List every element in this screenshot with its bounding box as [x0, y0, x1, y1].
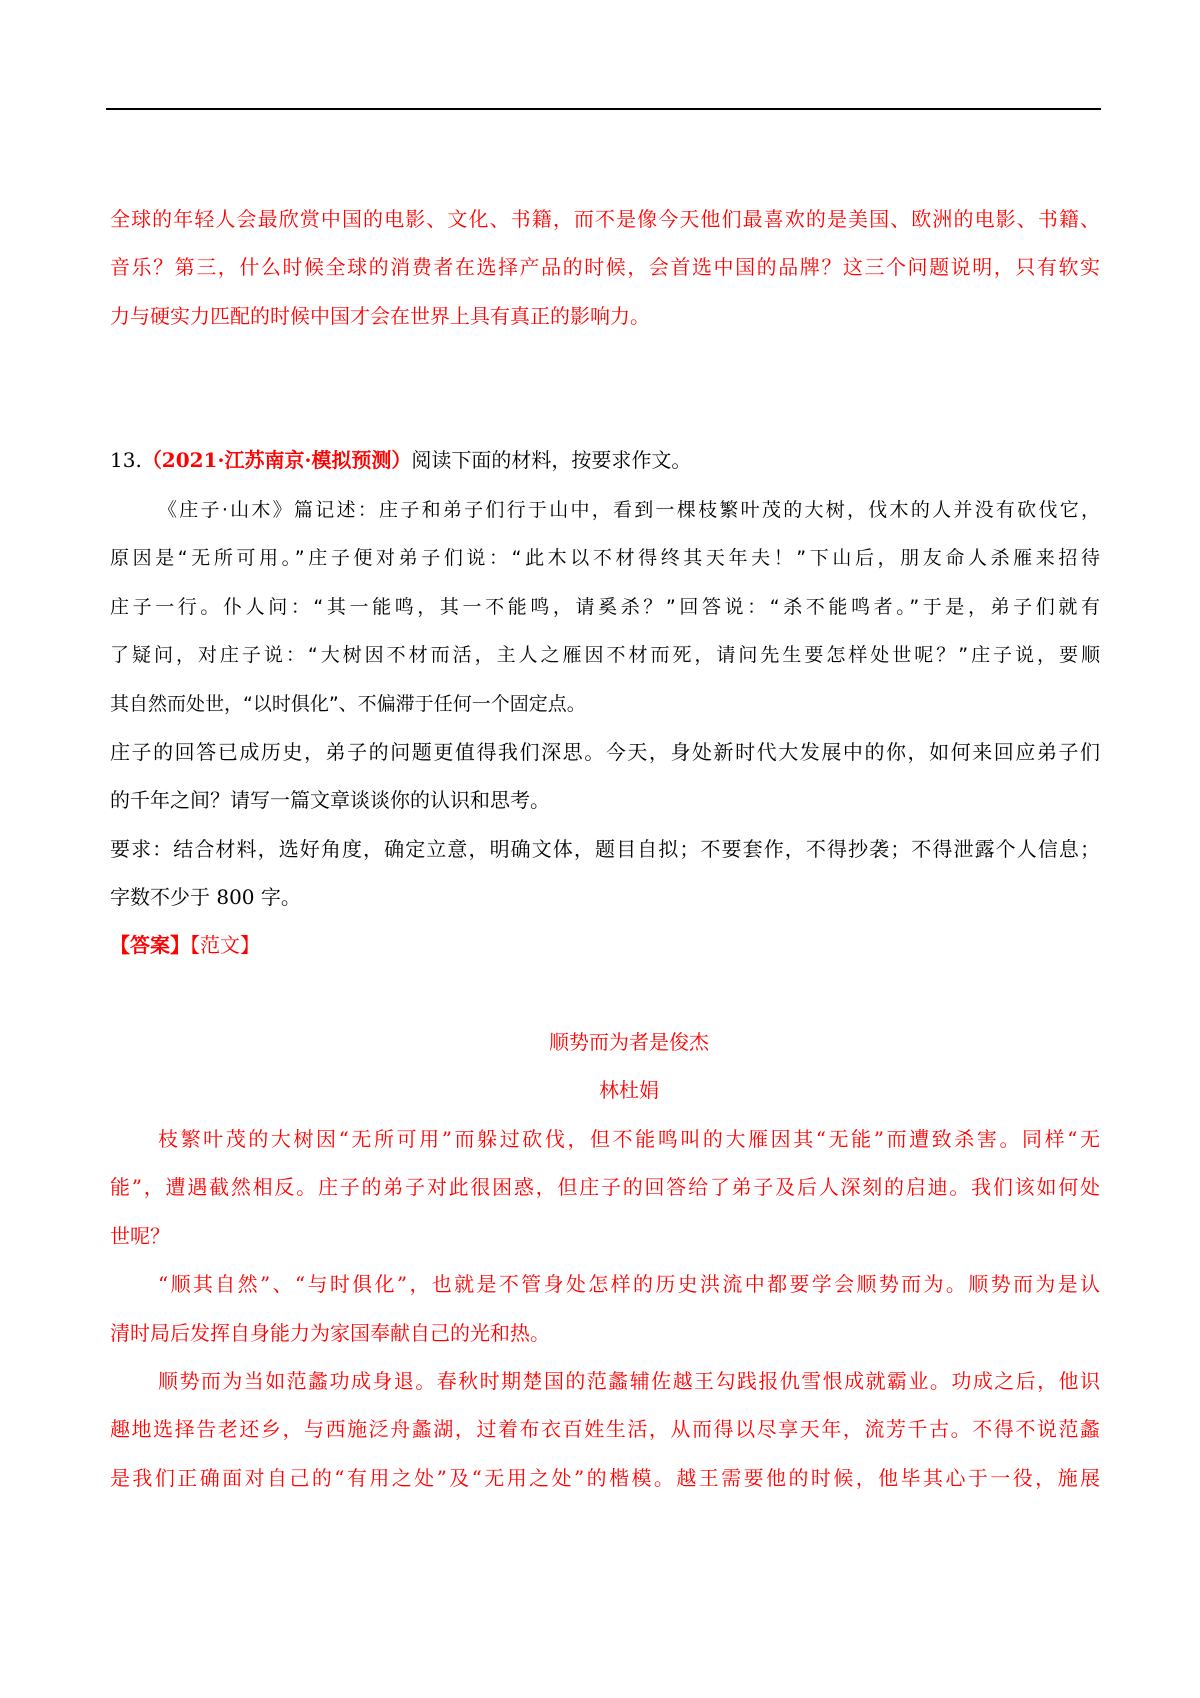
material-line: 其自然而处世，“以时俱化”、不偏滞于任何一个固定点。 [110, 693, 586, 715]
answer-label-row [110, 921, 1100, 969]
answer-text-line: 力与硬实力匹配的时候中国才会在世界上具有真正的影响力。 [110, 304, 650, 328]
essay-line: 世呢？ [110, 1224, 170, 1248]
essay-line: 枝繁叶茂的大树因“无所可用”而躲过砍伐，但不能鸣叫的大雁因其“无能”而遭致杀害。同样“无 [158, 1127, 1100, 1151]
question-heading [110, 436, 1100, 484]
requirements-line: 字数不少于 800 字。 [110, 885, 301, 909]
answer-label: 【答案】 [110, 933, 190, 957]
essay-line: “顺其自然”、“与时俱化”，也就是不管身处怎样的历史洪流中都要学会顺势而为。顺势而为是认 [158, 1272, 1100, 1296]
prompt-line: 庄子的回答已成历史，弟子的问题更值得我们深思。今天，身处新时代大发展中的你，如何来回应弟子们 [110, 740, 1100, 764]
requirements-line: 要求：结合材料，选好角度，确定立意，明确文体，题目自拟；不要套作，不得抄袭；不得泄露个人信息； [110, 837, 1100, 861]
answer-text-line: 音乐？第三，什么时候全球的消费者在选择产品的时候，会首选中国的品牌？这三个问题说明，只有软实 [110, 255, 1100, 279]
material-line: 原因是“无所可用。”庄子便对弟子们说：“此木以不材得终其天年夫！”下山后，朋友命人杀雁来招待 [110, 547, 1100, 569]
question-number: 13. [110, 448, 142, 472]
material-line: 庄子一行。仆人问：“其一能鸣，其一不能鸣，请奚杀？”回答说：“杀不能鸣者。”于是，弟子们就有 [110, 596, 1100, 618]
essay-author: 林杜娟 [599, 1078, 659, 1102]
material-line: 了疑问，对庄子说：“大树因不材而活，主人之雁因不材而死，请问先生要怎样处世呢？”庄子说，要顺 [110, 644, 1100, 666]
model-essay-label: 【范文】 [190, 933, 260, 957]
essay-line: 顺势而为当如范蠡功成身退。春秋时期楚国的范蠡辅佐越王勾践报仇雪恨成就霸业。功成之后，他识 [158, 1369, 1100, 1393]
question-source: （2021·江苏南京·模拟预测） [141, 448, 412, 472]
question-instruction: 阅读下面的材料，按要求作文。 [411, 448, 692, 472]
header-rule [106, 108, 1101, 110]
essay-line: 能”，遭遇截然相反。庄子的弟子对此很困惑，但庄子的回答给了弟子及后人深刻的启迪。我们该如何处 [110, 1175, 1100, 1199]
material-line: 《庄子·山木》篇记述：庄子和弟子们行于山中，看到一棵枝繁叶茂的大树，伐木的人并没有砍伐它， [158, 499, 1100, 521]
prompt-line: 的千年之间？请写一篇文章谈谈你的认识和思考。 [110, 788, 550, 812]
answer-text-line: 全球的年轻人会最欣赏中国的电影、文化、书籍，而不是像今天他们最喜欢的是美国、欧洲的电影、书籍、 [110, 207, 1100, 231]
essay-line: 趣地选择告老还乡，与西施泛舟蠡湖，过着布衣百姓生活，从而得以尽享天年，流芳千古。不得不说范蠡 [110, 1417, 1100, 1441]
essay-line: 清时局后发挥自身能力为家国奉献自己的光和热。 [110, 1321, 550, 1345]
essay-title: 顺势而为者是俊杰 [549, 1030, 709, 1054]
essay-line: 是我们正确面对自己的“有用之处”及“无用之处”的楷模。越王需要他的时候，他毕其心于一役，施展 [110, 1466, 1100, 1490]
